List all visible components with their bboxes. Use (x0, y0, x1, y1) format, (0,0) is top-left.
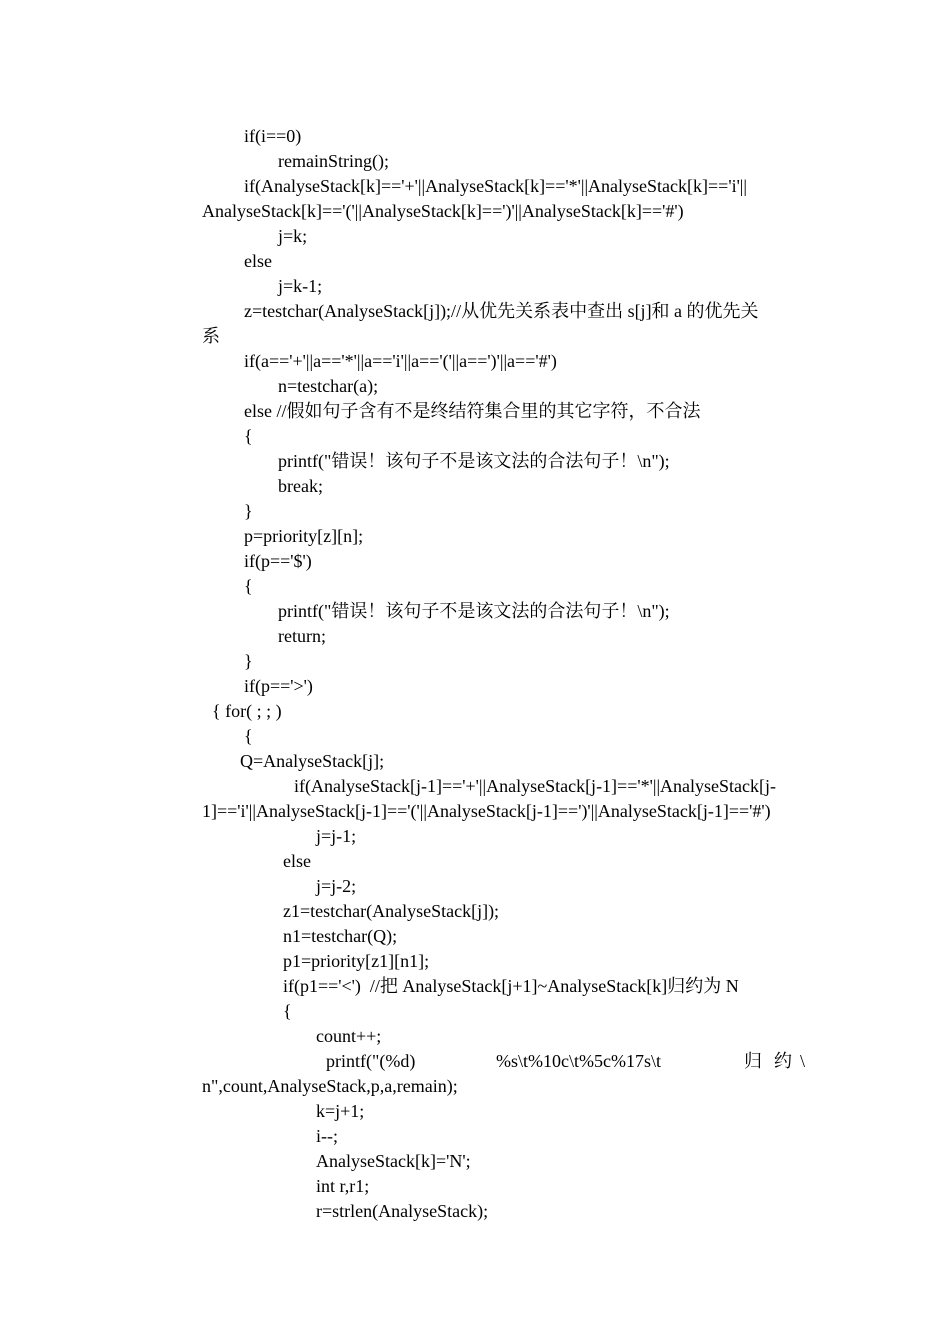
code-line: n",count,AnalyseStack,p,a,remain); (202, 1076, 458, 1096)
printf-line-backslash: \ (800, 1051, 806, 1071)
code-line: { (244, 576, 253, 596)
printf-line-word: 归 (744, 1051, 762, 1071)
code-line: remainString(); (278, 151, 389, 171)
code-line: 1]=='i'||AnalyseStack[j-1]=='('||AnalyseStack[j-1]==')'||AnalyseStack[j-1]=='#') (202, 801, 771, 821)
code-line: z1=testchar(AnalyseStack[j]); (283, 901, 500, 921)
code-line: int r,r1; (316, 1176, 370, 1196)
printf-line-format: %s\t%10c\t%5c%17s\t (496, 1051, 661, 1071)
code-line: { (244, 426, 253, 446)
printf-line: printf("(%d) (326, 1051, 416, 1071)
code-line: printf("错误！该句子不是该文法的合法句子！\n"); (278, 601, 670, 621)
code-line: return; (278, 626, 326, 646)
code-line: i--; (316, 1126, 338, 1146)
code-line: p1=priority[z1][n1]; (283, 951, 430, 971)
code-line: j=j-1; (316, 826, 357, 846)
code-line: else (283, 851, 311, 871)
code-line: n=testchar(a); (278, 376, 379, 396)
code-line: else //假如句子含有不是终结符集合里的其它字符，不合法 (244, 401, 701, 421)
code-line: j=j-2; (316, 876, 357, 896)
code-line: k=j+1; (316, 1101, 365, 1121)
code-line: AnalyseStack[k]=='('||AnalyseStack[k]==')'||AnalyseStack[k]=='#') (202, 201, 684, 221)
code-line: if(p1=='<') //把 AnalyseStack[j+1]~AnalyseStack[k]归约为 N (283, 976, 739, 996)
code-line: if(AnalyseStack[j-1]=='+'||AnalyseStack[j-1]=='*'||AnalyseStack[j- (294, 776, 777, 796)
code-line: Q=AnalyseStack[j]; (240, 751, 385, 771)
code-line: { (244, 726, 253, 746)
code-line: else (244, 251, 272, 271)
code-line: r=strlen(AnalyseStack); (316, 1201, 489, 1221)
code-line: j=k-1; (278, 276, 323, 296)
code-line: if(AnalyseStack[k]=='+'||AnalyseStack[k]=='*'||AnalyseStack[k]=='i'|| (244, 176, 748, 196)
printf-line-word: 约 (774, 1051, 792, 1071)
code-line: if(p=='>') (244, 676, 313, 696)
code-line: count++; (316, 1026, 382, 1046)
code-line: } (244, 501, 253, 521)
code-line: if(i==0) (244, 126, 302, 146)
code-line: 系 (202, 326, 220, 346)
code-line: n1=testchar(Q); (283, 926, 398, 946)
code-line: p=priority[z][n]; (244, 526, 364, 546)
code-line: if(p=='$') (244, 551, 312, 571)
code-line: z=testchar(AnalyseStack[j]);//从优先关系表中查出 s[j]和 a 的优先关 (244, 301, 759, 321)
code-line: { for( ; ; ) (212, 701, 282, 721)
code-line: if(a=='+'||a=='*'||a=='i'||a=='('||a==')'||a=='#') (244, 351, 557, 371)
code-line: printf("错误！该句子不是该文法的合法句子！\n"); (278, 451, 670, 471)
code-line: AnalyseStack[k]='N'; (316, 1151, 471, 1171)
code-line: } (244, 651, 253, 671)
code-line: { (283, 1001, 292, 1021)
code-line: j=k; (278, 226, 308, 246)
code-line: break; (278, 476, 323, 496)
